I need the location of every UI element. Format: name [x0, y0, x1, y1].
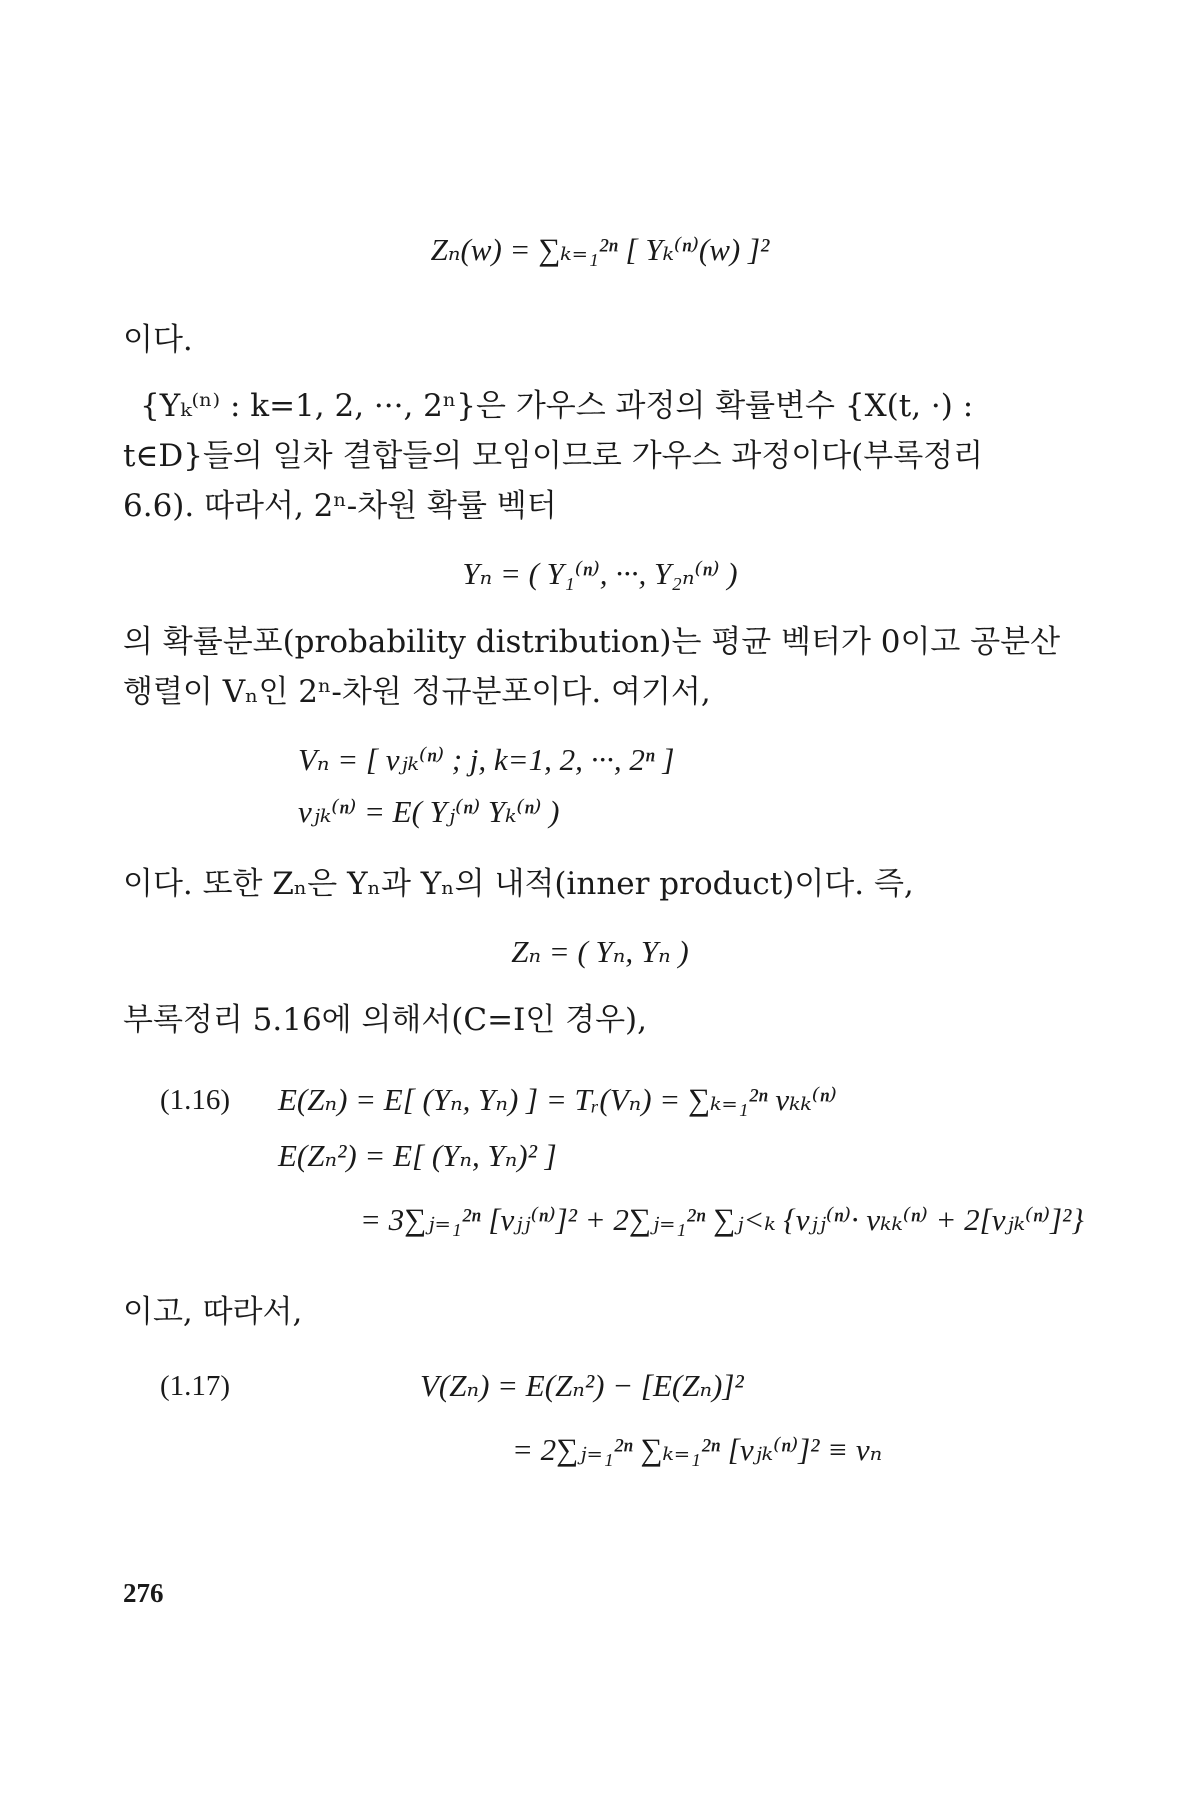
- equation-inner-product: Zₙ = ( Yₙ, Yₙ ): [511, 934, 689, 969]
- paragraph-2-line-2: t∈D}들의 일차 결합들의 모임이므로 가우스 과정이다(부록정리: [123, 438, 984, 474]
- paragraph-6: 이고, 따라서,: [123, 1294, 303, 1330]
- equation-1-17-line-2: = 2∑ⱼ₌₁²ⁿ ∑ₖ₌₁²ⁿ [vⱼₖ⁽ⁿ⁾]² ≡ vₙ: [512, 1432, 883, 1467]
- paragraph-4: 이다. 또한 Zₙ은 Yₙ과 Yₙ의 내적(inner product)이다. 즉,: [123, 866, 914, 902]
- equation-1-16-line-3: = 3∑ⱼ₌₁²ⁿ [vⱼⱼ⁽ⁿ⁾]² + 2∑ⱼ₌₁²ⁿ ∑ⱼ<ₖ {vⱼⱼ⁽ⁿ⁾· vₖₖ⁽ⁿ⁾ + 2[vⱼₖ⁽ⁿ⁾]²}: [360, 1202, 1084, 1237]
- equation-number-1-17: (1.17): [160, 1370, 231, 1402]
- paragraph-5: 부록정리 5.16에 의해서(C=I인 경우),: [123, 1002, 647, 1038]
- paragraph-2-line-1: {Yₖ⁽ⁿ⁾ : k=1, 2, ···, 2ⁿ}은 가우스 과정의 확률변수 {X(t, ·) :: [140, 388, 974, 424]
- equation-zn: Zₙ(w) = ∑ₖ₌₁²ⁿ [ Yₖ⁽ⁿ⁾(w) ]²: [430, 232, 770, 267]
- equation-vjk: vⱼₖ⁽ⁿ⁾ = E( Yⱼ⁽ⁿ⁾ Yₖ⁽ⁿ⁾ ): [298, 794, 560, 829]
- paragraph-3-line-1: 의 확률분포(probability distribution)는 평균 벡터가 0이고 공분산: [123, 624, 1061, 660]
- paragraph-1: 이다.: [123, 322, 193, 358]
- equation-1-16-line-2: E(Zₙ²) = E[ (Yₙ, Yₙ)² ]: [278, 1138, 557, 1173]
- equation-1-16-line-1: E(Zₙ) = E[ (Yₙ, Yₙ) ] = Tᵣ(Vₙ) = ∑ₖ₌₁²ⁿ vₖₖ⁽ⁿ⁾: [278, 1082, 837, 1117]
- equation-vn-matrix: Vₙ = [ vⱼₖ⁽ⁿ⁾ ; j, k=1, 2, ···, 2ⁿ ]: [298, 742, 675, 777]
- paragraph-2-line-3: 6.6). 따라서, 2ⁿ-차원 확률 벡터: [123, 488, 557, 524]
- equation-1-17-line-1: V(Zₙ) = E(Zₙ²) − [E(Zₙ)]²: [420, 1368, 744, 1403]
- page-number: 276: [123, 1578, 164, 1608]
- equation-yn-vector: Yₙ = ( Y₁⁽ⁿ⁾, ···, Y₂ₙ⁽ⁿ⁾ ): [462, 556, 738, 591]
- paragraph-3-line-2: 행렬이 Vₙ인 2ⁿ-차원 정규분포이다. 여기서,: [123, 674, 711, 710]
- equation-number-1-16: (1.16): [160, 1084, 231, 1116]
